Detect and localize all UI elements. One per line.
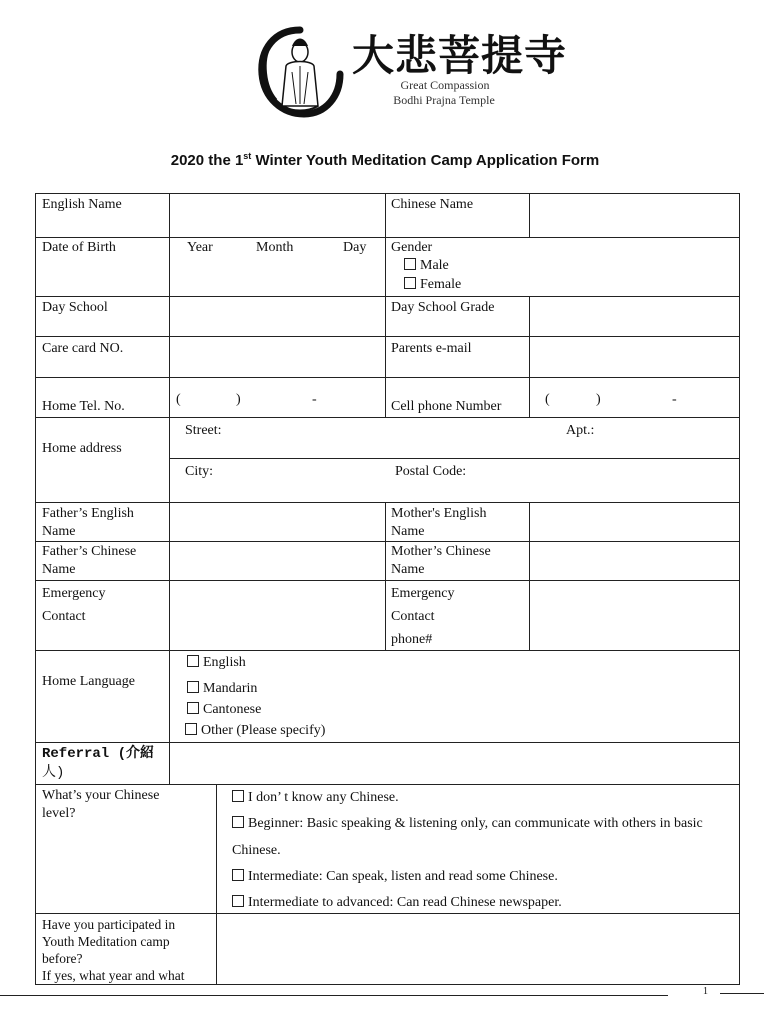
label-line: phone# (391, 632, 433, 647)
row-divider (35, 784, 740, 785)
label-line: Name (391, 562, 425, 577)
label-day-school: Day School (42, 300, 108, 315)
checkbox-icon[interactable] (187, 681, 199, 693)
label-postal-code: Postal Code: (395, 464, 467, 479)
level-beginner-option[interactable] (232, 815, 703, 833)
label-parents-email: Parents e-mail (391, 341, 472, 356)
language-english-option[interactable] (187, 654, 246, 672)
checkbox-icon[interactable] (232, 895, 244, 907)
level-advanced-option[interactable] (232, 894, 562, 912)
label-mother-chinese-name (391, 543, 491, 579)
day-school-field[interactable] (170, 297, 384, 335)
row-divider (35, 580, 740, 581)
column-divider (385, 193, 386, 417)
label-cantonese: Cantonese (203, 702, 262, 717)
gender-female-option[interactable] (404, 276, 461, 294)
home-tel-open-paren: ( (176, 392, 181, 407)
footer-rule (0, 995, 668, 996)
address-divider (169, 458, 740, 459)
temple-name-english-line2: Bodhi Prajna Temple (393, 93, 495, 107)
label-level-beginner: Beginner: Basic speaking & listening only, can communicate with others in basic (248, 816, 703, 831)
chinese-name-field[interactable] (530, 194, 738, 236)
label-home-address: Home address (42, 441, 122, 456)
temple-logo-emblem (256, 26, 344, 118)
label-level-intermediate: Intermediate: Can speak, listen and read some Chinese. (248, 869, 558, 884)
label-father-chinese-name (42, 543, 136, 579)
label-line: Name (391, 524, 425, 539)
label-male: Male (420, 258, 449, 273)
label-cell-phone: Cell phone Number (391, 399, 502, 414)
label-other: Other (Please specify) (201, 723, 326, 738)
checkbox-icon[interactable] (185, 723, 197, 735)
label-gender: Gender (391, 240, 433, 255)
table-border-right (739, 193, 740, 984)
label-referral (42, 745, 154, 783)
level-none-option[interactable] (232, 789, 399, 807)
parents-email-field[interactable] (530, 337, 738, 376)
row-divider (35, 650, 740, 651)
table-border-left (35, 193, 36, 984)
column-divider (385, 502, 386, 650)
label-date-of-birth: Date of Birth (42, 240, 116, 255)
label-line: Father’s Chinese (42, 544, 137, 559)
label-participated (42, 916, 184, 984)
label-mandarin: Mandarin (203, 681, 258, 696)
row-divider (35, 541, 740, 542)
language-other-option[interactable] (185, 722, 325, 740)
label-line: before? (42, 951, 83, 966)
label-line: Referral (介紹 (42, 746, 155, 762)
label-home-language: Home Language (42, 674, 135, 689)
cell-phone-dash: - (672, 392, 677, 407)
checkbox-icon[interactable] (404, 258, 416, 270)
label-line: level? (42, 806, 76, 821)
label-apt: Apt.: (566, 423, 595, 438)
label-line: Name (42, 562, 76, 577)
row-divider (35, 377, 740, 378)
gender-male-option[interactable] (404, 257, 449, 275)
title-superscript: st (243, 151, 252, 161)
label-line: Contact (391, 609, 435, 624)
temple-name-english-line1: Great Compassion (400, 78, 490, 92)
temple-name-chinese: 大悲菩提寺 (352, 31, 568, 80)
checkbox-icon[interactable] (404, 277, 416, 289)
label-home-tel: Home Tel. No. (42, 399, 125, 414)
checkbox-icon[interactable] (232, 869, 244, 881)
label-line: What’s your Chinese (42, 788, 160, 803)
label-line: Name (42, 524, 76, 539)
checkbox-icon[interactable] (232, 816, 244, 828)
label-female: Female (420, 277, 462, 292)
participated-field[interactable] (217, 914, 738, 983)
label-level-advanced: Intermediate to advanced: Can read Chinese newspaper. (248, 895, 562, 910)
row-divider (35, 502, 740, 503)
label-line: Emergency (42, 586, 106, 601)
label-level-beginner-cont: Chinese. (232, 843, 281, 858)
label-mother-english-name (391, 505, 486, 541)
label-day: Day (343, 240, 367, 255)
title-suffix: Winter Youth Meditation Camp Application Form (251, 152, 600, 169)
label-line: Mother’s Chinese (391, 544, 491, 559)
level-intermediate-option[interactable] (232, 868, 558, 886)
table-border-bottom (35, 984, 740, 985)
footer-rule-right (720, 993, 764, 994)
label-line: Mother's English (391, 506, 487, 521)
label-chinese-name: Chinese Name (391, 197, 474, 212)
language-mandarin-option[interactable] (187, 680, 257, 698)
row-divider (35, 417, 740, 418)
title-prefix: 2020 the 1 (170, 152, 244, 169)
label-english: English (203, 655, 246, 670)
cell-phone-open-paren: ( (545, 392, 550, 407)
language-cantonese-option[interactable] (187, 701, 261, 719)
label-father-english-name (42, 505, 134, 541)
label-english-name: English Name (42, 197, 122, 212)
label-line: Contact (42, 609, 86, 624)
referral-field[interactable] (170, 743, 738, 783)
label-month: Month (256, 240, 294, 255)
cell-phone-close-paren: ) (596, 392, 601, 407)
label-line: Father’s English (42, 506, 134, 521)
column-divider (529, 502, 530, 650)
row-divider (35, 237, 740, 238)
label-city: City: (185, 464, 214, 479)
care-card-field[interactable] (170, 337, 384, 376)
label-line: Have you participated in (42, 917, 176, 932)
checkbox-icon[interactable] (187, 655, 199, 667)
label-emergency-phone (391, 582, 455, 651)
column-divider (169, 193, 170, 742)
label-year: Year (187, 240, 213, 255)
label-emergency-contact (42, 582, 106, 628)
english-name-field[interactable] (170, 194, 384, 236)
checkbox-icon[interactable] (232, 790, 244, 802)
checkbox-icon[interactable] (187, 702, 199, 714)
home-tel-dash: - (312, 392, 317, 407)
label-street: Street: (185, 423, 222, 438)
home-tel-close-paren: ) (236, 392, 241, 407)
label-line: 人) (42, 765, 65, 781)
label-line: Emergency (391, 586, 455, 601)
page-number: 1 (703, 986, 708, 997)
label-chinese-level (42, 787, 159, 823)
label-day-school-grade: Day School Grade (391, 300, 495, 315)
label-level-none: I don’ t know any Chinese. (248, 790, 399, 805)
label-care-card: Care card NO. (42, 341, 124, 356)
form-title (0, 151, 770, 169)
label-line: If yes, what year and what (42, 968, 185, 983)
label-line: Youth Meditation camp (42, 934, 170, 949)
day-school-grade-field[interactable] (530, 297, 738, 335)
